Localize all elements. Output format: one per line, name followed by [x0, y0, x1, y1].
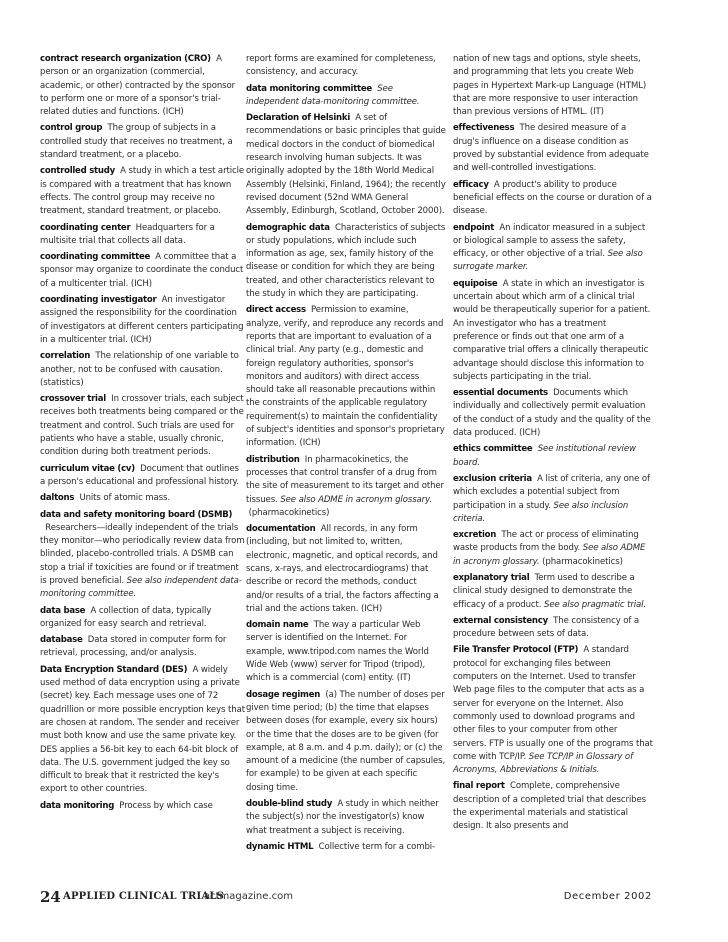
glossary-definition: Collective term for a combi-: [318, 841, 436, 852]
glossary-definition: A collection of data, typically organized for easy search and retrieval.: [40, 605, 212, 629]
glossary-term: database: [40, 635, 83, 646]
glossary-term: double-blind study: [246, 799, 333, 810]
glossary-entry: [40, 165, 245, 218]
glossary-definition: A widely used method of data encryption using a private (secret) key. Each message uses one of 72 quadrillion or more possible encryption keys that are chosen at random. The sender and receiver must both know and use the same private key. DES applies a 56-bit key to each 64-bit block of data. The U.S. government judged the key so difficult to break that it restricted the key's export to other countries.: [40, 664, 245, 795]
glossary-definition: Document that outlines a person's educational and professional history.: [40, 463, 239, 487]
glossary-term: crossover trial: [40, 394, 106, 405]
glossary-term: effectiveness: [453, 123, 515, 134]
glossary-entry: [246, 304, 446, 450]
glossary-entry: [40, 53, 245, 119]
glossary-definition: Units of atomic mass.: [79, 493, 170, 504]
glossary-definition: report forms are examined for completeness, consistency, and accuracy.: [246, 54, 436, 78]
glossary-definition: Headquarters for a multisite trial that collects all data.: [40, 222, 215, 246]
glossary-term: correlation: [40, 351, 91, 362]
glossary-term: Data Encryption Standard (DES): [40, 664, 188, 675]
glossary-definition: Researchers—ideally independent of the trials they monitor—who periodically review data from blinded, placebo-controlled trials. A DSMB can stop a trial if toxicities are found or if treatment is proved beneficial.: [40, 522, 245, 586]
glossary-entry: [40, 605, 245, 632]
glossary-entry: [246, 798, 446, 838]
glossary-definition: The group of subjects in a controlled study that receives no treatment, a standard treatment, or a placebo.: [40, 123, 233, 161]
glossary-term: efficacy: [453, 179, 489, 190]
glossary-term: demographic data: [246, 222, 330, 233]
glossary-definition: Term used to describe a clinical study designed to demonstrate the efficacy of a product.: [453, 572, 635, 610]
glossary-term: control group: [40, 123, 103, 134]
glossary-note: (pharmacokinetics): [248, 507, 330, 518]
glossary-definition: A product's ability to produce beneficial effects on the course or duration of a disease.: [453, 179, 652, 217]
glossary-entry: [453, 122, 653, 175]
glossary-term: equipoise: [453, 278, 498, 289]
glossary-entry: [246, 689, 446, 795]
glossary-definition: The way a particular Web server is identified on the Internet. For example, www.tripod.com names the World Wide Web (www) server for Tripod (tripod), which is a commercial (com) entity. (IT): [246, 620, 429, 684]
glossary-definition: Data stored in computer form for retrieval, processing, and/or analysis.: [40, 635, 227, 659]
glossary-entry: [453, 387, 653, 440]
glossary-definition: An investigator assigned the responsibility for the coordination of investigators at different centers participating in a multicenter trial. (ICH): [40, 295, 244, 345]
cross-reference: See also inclusion criteria.: [453, 500, 629, 524]
glossary-entry: [40, 122, 245, 162]
glossary-entry: [453, 179, 653, 219]
glossary-definition: All records, in any form (including, but not limited to, written, electronic, magnetic, and optical records, and scans, x-rays, and electrocardiograms) that describe or record the methods, conduct and/or results of a trial, the factors affecting a trial and the actions taken. (ICH): [246, 524, 439, 614]
glossary-column-2: [246, 53, 446, 857]
glossary-term: data base: [40, 605, 86, 616]
glossary-term: domain name: [246, 620, 309, 631]
glossary-definition: In crossover trials, each subject receives both treatments being compared or the treatment and control. Such trials are used for patients who have a stable, usually chronic, condition during both treatment periods.: [40, 394, 244, 458]
glossary-entry: [246, 523, 446, 616]
glossary-entry: [40, 463, 245, 490]
glossary-entry: [453, 473, 653, 526]
glossary-term: distribution: [246, 454, 300, 465]
glossary-definition: Documents which individually and collectively permit evaluation of the conduct of a study and the quality of the data produced. (ICH): [453, 388, 651, 439]
glossary-entry: [453, 53, 653, 119]
glossary-definition: A person or an organization (commercial, academic, or other) contracted by the sponsor to perform one or more of a sponsor's trial-related duties and functions. (ICH): [40, 54, 236, 118]
glossary-entry: [40, 251, 245, 291]
glossary-term: curriculum vitae (cv): [40, 463, 135, 474]
glossary-term: direct access: [246, 305, 306, 316]
cross-reference: See also pragmatic trial.: [544, 599, 647, 610]
glossary-definition: A committee that a sponsor may organize to coordinate the conduct of a multicenter trial. (ICH): [40, 252, 244, 289]
glossary-entry: [246, 454, 446, 520]
glossary-definition: The consistency of a procedure between sets of data.: [453, 615, 640, 640]
glossary-column-1: [40, 53, 245, 816]
cross-reference: See also ADME in acronym glossary.: [453, 543, 646, 567]
glossary-term: daltons: [40, 493, 75, 504]
glossary-term: excretion: [453, 530, 497, 541]
glossary-term: endpoint: [453, 222, 495, 233]
glossary-entry: [246, 222, 446, 302]
glossary-entry: [40, 800, 245, 813]
page-footer: [40, 888, 652, 910]
glossary-term: final report: [453, 781, 505, 792]
glossary-entry: [40, 492, 245, 505]
glossary-definition: A state in which an investigator is uncertain about which arm of a clinical trial would be therapeutically superior for a patient. An investigator who has a treatment preference or finds out that one arm of a comparative trial offers a clinically therapeutic advantage should disclose this information to subjects participating in the trial.: [453, 278, 651, 382]
glossary-entry: [453, 644, 653, 777]
glossary-term: data monitoring committee: [246, 83, 372, 94]
glossary-definition: (a) The number of doses per given time period; (b) the time that elapses between doses (for example, every six hours) or the time that the doses are to be given (for example, at 8 a.m. and 4 p.m. daily); or (c) the amount of a medicine (the number of capsules, for example) to be given at each specific dosing time.: [246, 689, 446, 793]
glossary-entry: [40, 294, 245, 347]
glossary-entry: [453, 572, 653, 612]
glossary-note: (pharmacokinetics): [542, 556, 623, 567]
glossary-term: File Transfer Protocol (FTP): [453, 645, 579, 656]
glossary-entry: [40, 222, 245, 249]
glossary-column-3: [453, 53, 653, 837]
journal-title: APPLIED CLINICAL TRIALS: [63, 891, 225, 902]
glossary-definition: Permission to examine, analyze, verify, and reproduce any records and reports that are important to evaluation of a clinical trial. Any party (e.g., domestic and foreign regulatory authorities, sponsor's monitors and auditors) with direct access should take all reasonable precautions within the constraints of the applicable regulatory requirement(s) to maintain the confidentiality of subject's identities and sponsor's proprietary information. (ICH): [246, 305, 445, 449]
glossary-entry: [40, 350, 245, 390]
glossary-term: exclusion criteria: [453, 473, 532, 484]
glossary-definition: Process by which case: [119, 800, 213, 811]
glossary-definition: The relationship of one variable to another, not to be confused with causation. (statistics): [40, 351, 239, 388]
glossary-entry: [453, 529, 653, 569]
glossary-definition: A list of criteria, any one of which excludes a potential subject from participation in a study.: [453, 473, 650, 511]
glossary-definition: Characteristics of subjects or study populations, which include such information as age, sex, family history of the disease or condition for which they are being treated, and other characteristics relevant to the study in which they are participating.: [246, 222, 446, 300]
glossary-entry: [40, 509, 245, 602]
glossary-definition: An indicator measured in a subject or biological sample to assess the safety, efficacy, or other objective of a trial.: [453, 222, 646, 260]
glossary-entry: [40, 664, 245, 797]
glossary-definition: The act or process of eliminating waste products from the body.: [453, 530, 639, 554]
glossary-term: data and safety monitoring board (DSMB): [40, 509, 233, 520]
cross-reference: See TCP/IP in Glossary of Acronyms, Abbreviations & Initials.: [453, 751, 633, 776]
glossary-term: essential documents: [453, 388, 548, 399]
glossary-term: data monitoring: [40, 800, 115, 811]
journal-url: actmagazine.com: [204, 891, 293, 902]
cross-reference: See also ADME in acronym glossary.: [280, 494, 433, 505]
glossary-term: coordinating committee: [40, 252, 151, 263]
cross-reference: See also independent data-monitoring committee.: [40, 575, 242, 600]
glossary-entry: [246, 112, 446, 218]
page-number: 24: [40, 888, 61, 906]
glossary-term: contract research organization (CRO): [40, 54, 211, 64]
glossary-entry: [246, 841, 446, 854]
glossary-term: dosage regimen: [246, 689, 321, 700]
glossary-definition: A study in which neither the subject(s) nor the investigator(s) know what treatment a subject is receiving.: [246, 799, 439, 836]
glossary-term: Declaration of Helsinki: [246, 113, 350, 124]
glossary-definition: Complete, comprehensive description of a completed trial that describes the experimental materials and statistical design. It also presents and: [453, 781, 647, 832]
glossary-definition: nation of new tags and options, style sheets, and programming that lets you create Web pages in Hypertext Mark-up Language (HTML) that are more responsive to user interaction than previous versions of HTML. (IT): [453, 54, 647, 118]
glossary-entry: [453, 222, 653, 275]
glossary-entry: [453, 278, 653, 384]
glossary-definition: In pharmacokinetics, the processes that control transfer of a drug from the site of measurement to its target and other tissues.: [246, 454, 444, 505]
glossary-entry: [40, 634, 245, 661]
glossary-entry: [246, 83, 446, 110]
glossary-entry: [246, 53, 446, 80]
glossary-definition: A set of recommendations or basic principles that guide medical doctors in the conduct of biomedical research involving human subjects. It was originally adopted by the 18th World Medical Assembly (Helsinki, Finland, 1964); the recently revised document (52nd WMA General Assembly, Edinburgh, Scotland, October 2000).: [246, 113, 446, 217]
glossary-term: coordinating investigator: [40, 295, 157, 306]
glossary-definition: The desired measure of a drug's influence on a disease condition as proved by substantial evidence from adequate and well-controlled investigations.: [453, 123, 649, 174]
glossary-entry: [453, 615, 653, 642]
glossary-term: external consistency: [453, 615, 548, 626]
glossary-definition: A study in which a test article is compared with a treatment that has known effects. The control group may receive no treatment, standard treatment, or placebo.: [40, 166, 245, 217]
issue-date: December 2002: [563, 891, 652, 902]
glossary-term: coordinating center: [40, 222, 131, 233]
cross-reference: See independent data-monitoring committee.: [246, 83, 420, 107]
cross-reference: See institutional review board.: [453, 444, 636, 468]
glossary-entry: [40, 393, 245, 459]
glossary-entry: [246, 619, 446, 685]
glossary-term: documentation: [246, 524, 316, 535]
glossary-term: dynamic HTML: [246, 841, 314, 852]
glossary-definition: A standard protocol for exchanging files between computers on the Internet. Used to transfer Web page files to the computer that acts as a server for everyone on the Internet. Also commonly used to download programs and other files to your computer from other servers. FTP is usually one of the programs that come with TCP/IP.: [453, 645, 653, 762]
cross-reference: See also surrogate marker.: [453, 249, 643, 273]
glossary-term: explanatory trial: [453, 572, 530, 583]
glossary-term: ethics committee: [453, 444, 533, 455]
glossary-entry: [453, 443, 653, 470]
glossary-entry: [453, 780, 653, 833]
glossary-term: controlled study: [40, 166, 115, 177]
